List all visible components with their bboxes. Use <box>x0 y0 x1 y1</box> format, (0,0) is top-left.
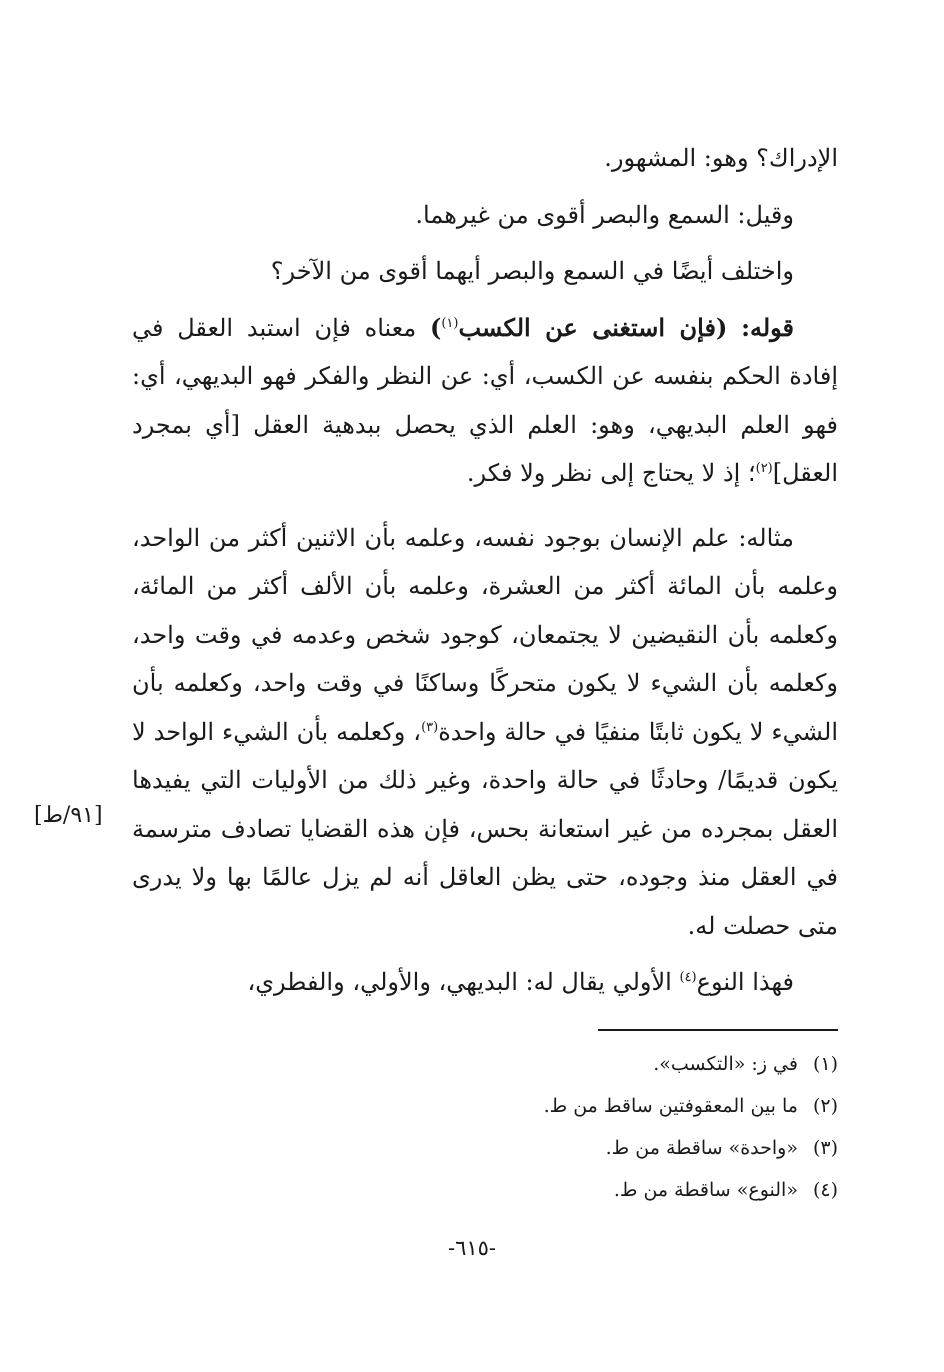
paragraph-5-text-a: مثاله: علم الإنسان بوجود نفسه، وعلمه بأن الاثنين أكثر من الواحد، وعلمه بأن المائة أكثر من العشرة، وعلمه بأن الألف أكثر من المائة، وكعلمه بأن النقيضين لا يجتمعان، كوجود شخص وعدمه في وقت واحد، وكعلمه بأن الشيء لا يكون متحركًا وساكنًا في وقت واحد، وكعلمه بأن الشيء لا يكون ثابتًا منفيًا في حالة واحدة <box>132 523 838 746</box>
paragraph-4-text-b: ؛ إذ لا يحتاج إلى نظر ولا فكر. <box>466 459 756 487</box>
quoted-text-close: ) <box>429 312 442 342</box>
footnote-divider <box>598 1029 838 1031</box>
footnote-1 <box>300 1043 838 1085</box>
footnote-number: (٣) <box>812 1137 838 1159</box>
paragraph-6-text-b: الأولي يقال له: البديهي، والأولي، والفطري، <box>247 968 672 996</box>
footnote-number: (٤) <box>812 1179 838 1201</box>
paragraph-5-text-b: ، وكعلمه بأن الشيء الواحد لا يكون قديمًا/ وحادثًا في حالة واحدة، وغير ذلك من الأوليات التي يفيدها العقل بمجرده من غير استعانة بحس، فإن هذه القضايا تصادف مترسمة في العقل منذ وجوده، حتى يظن العاقل أنه لم يزل عالمًا بها ولا يدرى متى حصلت له. <box>132 717 838 940</box>
footnote-text: «واحدة» ساقطة من ط. <box>605 1137 798 1159</box>
footnote-number: (١) <box>812 1053 838 1075</box>
footnote-text: ما بين المعقوفتين ساقط من ط. <box>543 1095 798 1117</box>
page-number: -٦١٥- <box>447 1236 497 1260</box>
paragraph-3: واختلف أيضًا في السمع والبصر أيهما أقوى من الآخر؟ <box>270 257 794 285</box>
manuscript-folio-note: [٩١/ط] <box>34 803 103 828</box>
paragraph-2: وقيل: السمع والبصر أقوى من غيرهما. <box>415 200 794 229</box>
quoted-text: (فإن استغنى عن الكسب <box>458 312 728 342</box>
footnote-ref-3[interactable]: (٣) <box>421 719 439 735</box>
main-text <box>132 134 838 1007</box>
paragraph-4 <box>132 304 838 498</box>
footnote-text: في ز: «التكسب». <box>653 1053 798 1075</box>
paragraph-6 <box>132 958 838 1007</box>
footnote-ref-4[interactable]: (٤) <box>679 970 697 985</box>
footnotes <box>300 1043 838 1211</box>
paragraph-5 <box>132 514 838 951</box>
commentary-label: قوله: <box>741 312 795 342</box>
footnote-ref-2[interactable]: (٢) <box>755 461 773 476</box>
footnote-2 <box>300 1085 838 1127</box>
paragraph-6-text-a: فهذا النوع <box>696 968 794 996</box>
footnote-4 <box>300 1169 838 1211</box>
footnote-ref-1[interactable]: (١) <box>441 315 459 331</box>
footnote-3 <box>300 1127 838 1169</box>
footnote-number: (٢) <box>812 1095 838 1117</box>
paragraph-1: الإدراك؟ وهو: المشهور. <box>604 144 838 172</box>
footnote-text: «النوع» ساقطة من ط. <box>613 1179 798 1201</box>
paragraph-4-text-a: معناه فإن استبد العقل في إفادة الحكم بنفسه عن الكسب، أي: عن النظر والفكر فهو البديهي، أي: فهو العلم البديهي، وهو: العلم الذي يحصل ببدهية العقل [أي بمجرد العقل] <box>132 313 838 487</box>
